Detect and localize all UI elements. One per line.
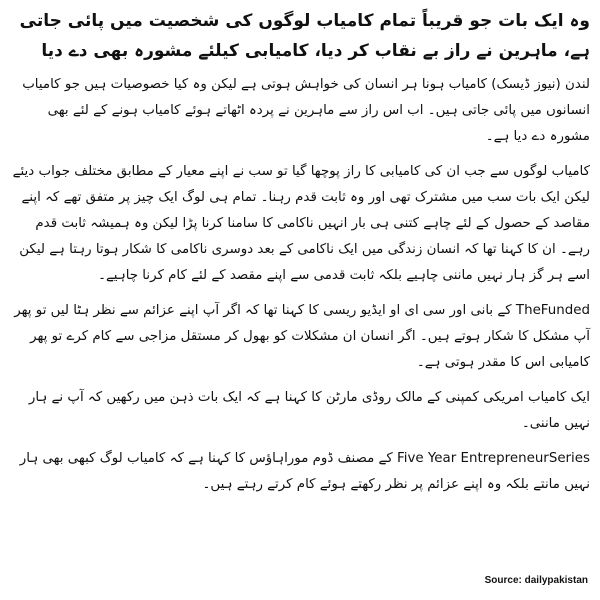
article-body: [10, 6, 590, 498]
article-paragraph: TheFunded کے بانی اور سی ای او ایڈیو ریسی کا کہنا تھا کہ اگر آپ اپنے عزائم سے نظر ہٹا لیں تو پھر آپ مشکل کا شکار ہوتے ہیں۔ اگر انسان ان مشکلات کو بھول کر مستقل مزاجی سے کام کرے تو پھر کامیابی اس کا مقدر ہوتی ہے۔: [14, 303, 590, 370]
article-paragraph: ایک کامیاب امریکی کمپنی کے مالک روڈی مارٹن کا کہنا ہے کہ ایک بات ذہن میں رکھیں کہ آپ نے ہار نہیں ماننی۔: [28, 390, 590, 431]
article-paragraph: Five Year EntrepreneurSeries کے مصنف ڈوم موراہاؤس کا کہنا ہے کہ کامیاب لوگ کبھی بھی ہار نہیں مانتے بلکہ وہ اپنے عزائم پر نظر رکھتے ہوئے کام کرتے رہتے ہیں۔: [19, 451, 590, 492]
article-paragraph: لندن (نیوز ڈیسک) کامیاب ہونا ہر انسان کی خواہش ہوتی ہے لیکن وہ کیا خصوصیات ہیں جو کامیاب انسانوں میں پائی جاتی ہیں۔ اب اس راز سے ماہرین نے پردہ اٹھاتے ہوئے کامیاب ہونے کے لئے بھی مشورہ دے دیا ہے۔: [22, 77, 590, 144]
source-credit: Source: dailypakistan: [484, 575, 588, 586]
article-paragraph: کامیاب لوگوں سے جب ان کی کامیابی کا راز پوچھا گیا تو سب نے اپنے معیار کے مطابق مختلف جواب دیئے لیکن ایک بات سب میں مشترک تھی اور وہ ثابت قدم رہنا۔ تمام ہی لوگ ایک چیز پر متفق تھے کہ اپنے مقاصد کے حصول کے لئے چاہے کتنی ہی بار انہیں ناکامی کا سامنا کرنا پڑا لیکن وہ ہمیشہ ثابت قدم رہے۔ ان کا کہنا تھا کہ انسان زندگی میں ایک ناکامی کے بعد دوسری ناکامی کا شکار ہوتا رہتا ہے لیکن اسے ہر گز ہار نہیں ماننی چاہیے بلکہ ثابت قدمی سے اپنے مقصد کے لئے کام کرنا چاہیے۔: [12, 164, 590, 283]
article-headline: وہ ایک بات جو قریباً تمام کامیاب لوگوں کی شخصیت میں پائی جاتی ہے، ماہرین نے راز بے نقاب کر دیا، کامیابی کیلئے مشورہ بھی دے دیا: [19, 11, 590, 61]
